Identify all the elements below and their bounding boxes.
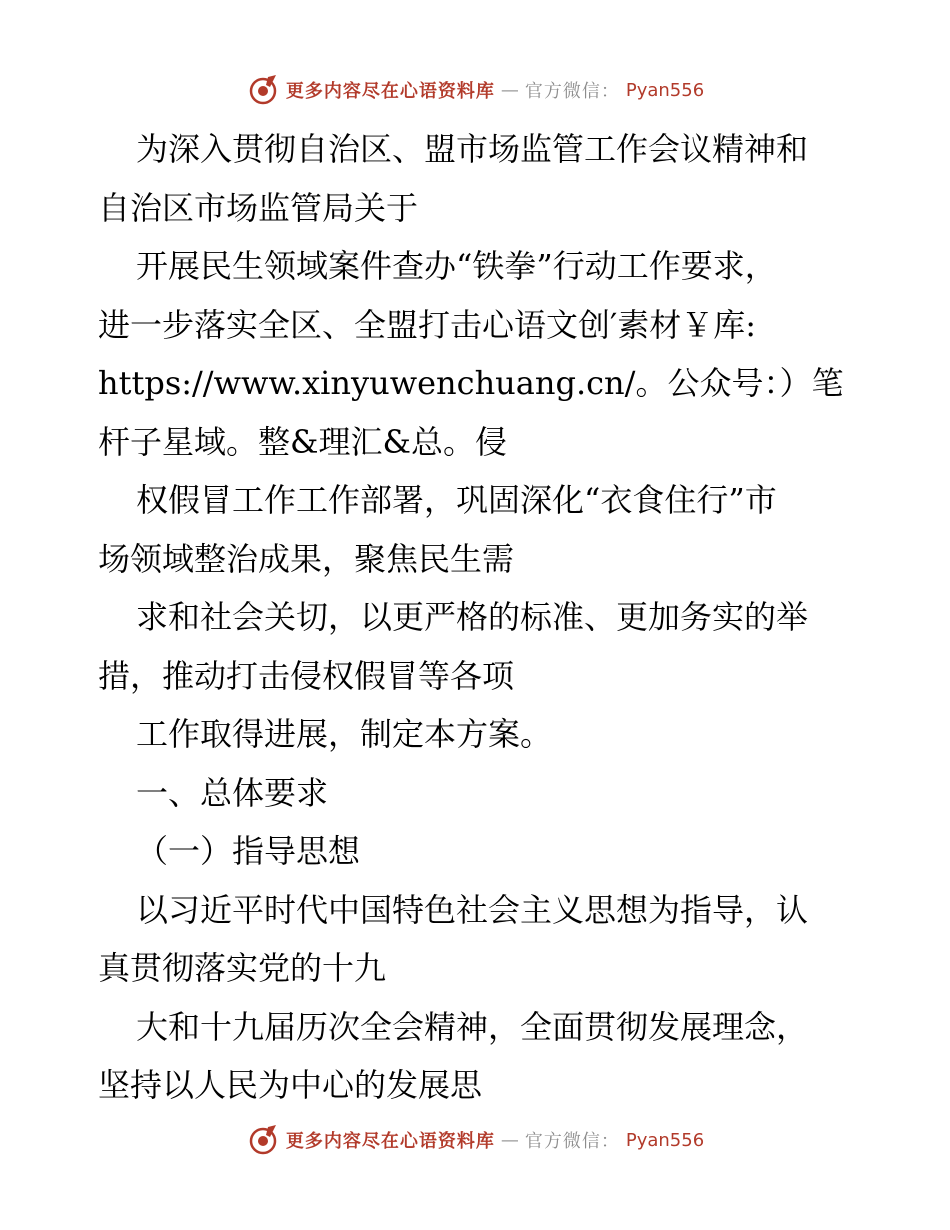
watermark-separator: — <box>500 1129 519 1151</box>
watermark-separator: — <box>500 79 519 101</box>
watermark-brand <box>246 73 704 107</box>
quill-circle-icon <box>246 73 280 107</box>
text-line: 措，推动打击侵权假冒等各项 <box>98 656 515 695</box>
text-line: 开展民生领域案件查办“铁拳”行动工作要求， <box>136 247 777 285</box>
watermark-wechat-id: Pyan556 <box>625 1129 705 1151</box>
footer-watermark <box>0 1120 950 1160</box>
watermark-brand <box>246 1123 704 1157</box>
quill-circle-icon <box>246 1123 280 1157</box>
text-line: 真贯彻落实党的十九 <box>98 949 387 987</box>
watermark-brand-text: 更多内容尽在心语资料库 <box>285 1131 495 1152</box>
text-line: 大和十九届历次全会精神，全面贯彻发展理念， <box>136 1007 809 1046</box>
text-line: 自治区市场监管局关于 <box>98 188 419 227</box>
watermark-wechat-label: 官方微信： <box>524 1131 620 1152</box>
watermark-wechat-id: Pyan556 <box>625 79 705 101</box>
text-line: 求和社会关切，以更严格的标准、更加务实的举 <box>136 598 809 636</box>
text-line: 杆子星域。整&理汇&总。侵 <box>98 422 507 461</box>
text-line: 为深入贯彻自治区、盟市场监管工作会议精神和 <box>136 130 809 168</box>
text-line: 权假冒工作工作部署，巩固深化“衣食住行”市 <box>136 481 777 519</box>
document-body <box>98 120 858 1115</box>
text-line: 进一步落实全区、全盟打击心语文创′素材￥库: <box>98 305 757 344</box>
section-heading: 一、总体要求 <box>136 773 329 812</box>
text-line: 工作取得进展，制定本方案。 <box>136 715 553 753</box>
watermark-wechat-label: 官方微信： <box>524 81 620 102</box>
subsection-heading: （一）指导思想 <box>136 832 361 870</box>
text-line: 坚持以人民为中心的发展思 <box>98 1066 483 1104</box>
text-line: https://www.xinyuwenchuang.cn/。公众号：）笔 <box>98 364 844 402</box>
text-line: 以习近平时代中国特色社会主义思想为指导，认 <box>136 890 809 929</box>
header-watermark <box>0 70 950 110</box>
text-line: 场领域整治成果，聚焦民生需 <box>98 539 515 578</box>
watermark-brand-text: 更多内容尽在心语资料库 <box>285 81 495 102</box>
